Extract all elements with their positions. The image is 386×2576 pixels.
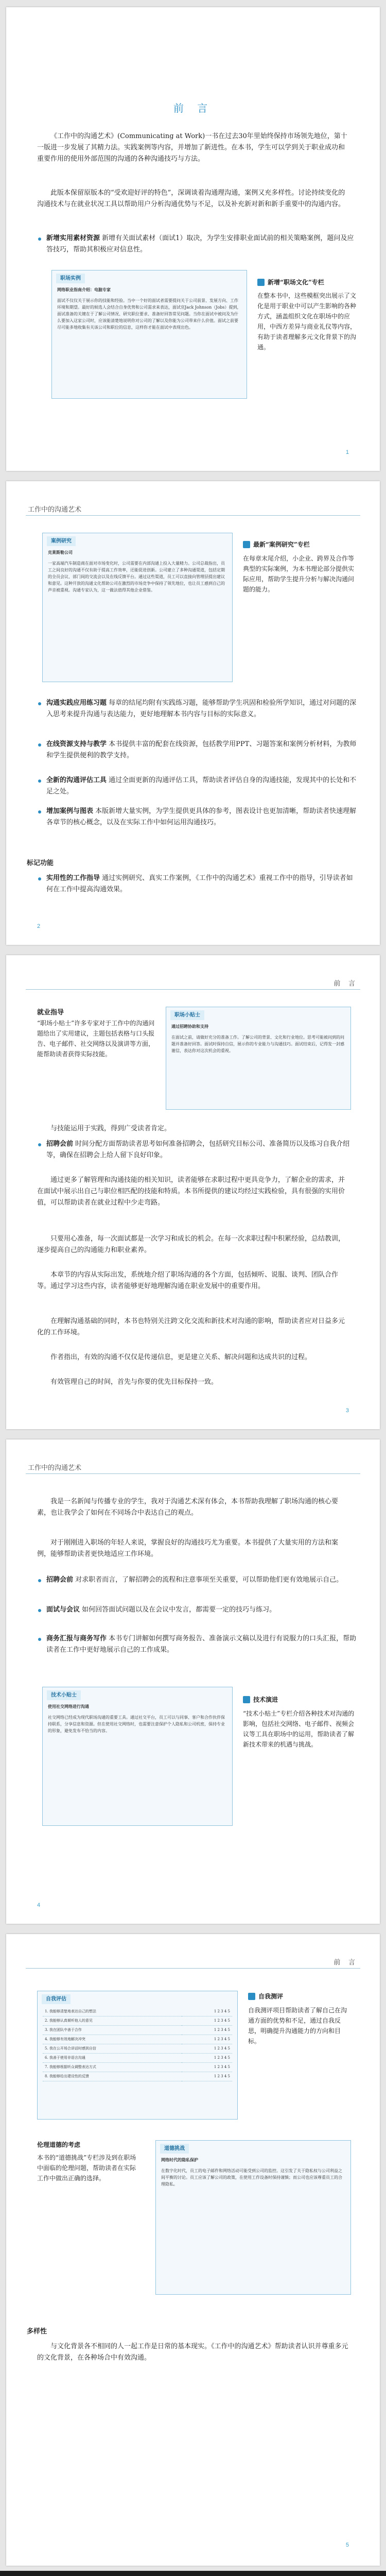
paragraph: 与文化背景各不相同的人一起工作是日常的基本现实。《工作中的沟通艺术》帮助读者认识并尊重多元的文化背景，在各种场合中有效沟通。 [37,2343,348,2362]
bullet-icon [38,743,41,747]
bullet-label: 商务汇报与商务写作 [46,1635,107,1642]
bullet-label: 新增实用素材资源 [46,234,100,242]
box-subtitle: 使用社交网络进行沟通 [48,1704,89,1709]
running-header: 工作中的沟通艺术 [28,505,82,513]
bullet-icon [38,702,41,705]
bullet-icon [248,1993,255,2000]
bullet-icon [38,1609,41,1612]
paragraph: 与技能运用于实践，得到广受读者肯定。 [50,1125,171,1132]
page-3 [6,955,380,1429]
box-text: 在数字化时代，员工的电子邮件和网络活动可能受到公司的监控。这引发了关于隐私权与公司利益之间平衡的讨论。员工应该了解公司的政策，在使用工作设备时保持谨慎；而公司也应该尊重员工的合理隐私。 [161,2168,342,2187]
table-cell-statement: 1. 我能够清楚地表达自己的想法 [43,2007,182,2016]
sidebar-box [42,533,233,682]
side-heading: 新增“职场文化”专栏 [268,279,324,286]
side-text: 在每章末尾介绍，小企业、跨界及合作等典型的实际案例，为本书理论部分提供实际应用，帮助学生提升分析与解决沟通问题的能力。 [243,555,355,593]
box-text: 一家高端汽车制造商在面对市场变化时，公司需要在内部沟通上投入大量精力。公司总裁指出，员工之间良好的沟通不仅有助于提高工作效率，还能促进创新。公司建立了多种沟通渠道，包括定期的全员会议、部门间的交流会以及在线反馈平台。通过这些渠道，员工可以直接向管理层提出建议和意见。这种开放的沟通文化帮助公司在激烈的市场竞争中保持了领先地位，也让员工感到自己的声音被重视。沟通专家认为，这一做法值得其他企业借鉴。 [48,561,225,592]
paragraph: 有效管理自己的时间，首先与你要的优先目标保持一致。 [50,1378,218,1386]
running-header: 工作中的沟通艺术 [28,1464,82,1471]
header-rule [26,515,360,516]
box-subtitle: 克莱斯勒公司 [48,550,73,555]
page-number: 3 [345,1408,349,1414]
table-cell-statement: 6. 我善于使用非语言沟通 [43,2054,182,2063]
table-cell-scale: 1 2 3 4 5 [182,2063,232,2072]
sidebar-box [37,1991,238,2120]
sidebar-box [155,2140,351,2295]
page-number: 5 [345,2542,349,2548]
box-text: 社交网络已经成为现代职场沟通的重要工具。通过社交平台，员工可以与同事、客户和合作伙伴保持联系，分享信息和资源。但在使用社交网络时，也需要注意保护个人隐私和公司机密，保持专业的形象，避免发布不恰当的内容。 [48,1715,225,1733]
box-title: 职场小贴士 [170,1010,204,1020]
paragraph: 对于刚刚进入职场的年轻人来说，掌握良好的沟通技巧尤为重要。本书提供了大量实用的方法和案例，能够帮助读者更快地适应工作环境。 [37,1539,339,1558]
paragraph: 在理解沟通基础的同时，本书也特别关注跨文化交流和新技术对沟通的影响，帮助读者应对日益多元化的工作环境。 [37,1317,345,1336]
side-heading: 技术演进 [253,1696,278,1703]
side-heading: 伦理道德的考虑 [37,2141,81,2148]
table-row [43,2044,232,2054]
page-5 [6,1934,380,2566]
bullet-label: 招聘会前 [46,1576,74,1584]
bullet-item [37,698,358,720]
bullet-text: 通过全面更新的沟通评估工具，帮助读者评估自身的沟通技能，发现其中的长处和不足之处。 [46,776,357,795]
bullet-icon [257,279,265,286]
table-cell-statement: 2. 我能够认真倾听他人的意见 [43,2016,182,2026]
sidebar-box [51,270,247,399]
side-heading: 自我测评 [258,1993,284,2000]
sidebar-box [42,1687,233,1826]
paragraph: 我是一名新闻与传播专业的学生，我对于沟通艺术深有体会，本书帮助我理解了职场沟通的核心要素，也让我学会了如何在不同场合中表达自己的观点。 [37,1498,339,1517]
table-row [43,2054,232,2063]
bullet-label: 实用性的工作指导 [46,874,100,882]
side-text: 在整本书中，这些模框突出展示了文化是用于职业中可以产生影响的各种方式，涵盖组织文化在职场中的应用，中西方差异与商业礼仪等内容，有助于读者理解多元文化背景下的沟通。 [257,292,357,351]
section-heading: 多样性 [27,2328,47,2335]
page-2 [6,481,380,945]
table-row [43,2016,232,2026]
section-heading: 就业指导 [37,1009,64,1016]
bullet-text: 对求职者而言，了解招聘会的流程和注意事项至关重要，可以帮助他们更有效地展示自己。 [75,1576,343,1584]
table-cell-statement: 5. 我在公开场合讲话时感到自信 [43,2044,182,2054]
bullet-text: 如何回答面试问题以及在会议中发言，都需要一定的技巧与练习。 [82,1606,276,1614]
paragraph: 作者指出，有效的沟通不仅仅是传递信息，更是建立关系、解决问题和达成共识的过程。 [50,1353,312,1361]
page-number: 1 [345,449,349,455]
page-number: 2 [37,923,41,929]
bullet-label: 增加案例与图表 [46,807,94,815]
table-row [43,2026,232,2035]
bullet-icon [38,1579,41,1582]
sidebar-box [166,1007,351,1110]
header-rule [26,1473,360,1474]
table-row [43,2007,232,2016]
table-cell-scale: 1 2 3 4 5 [182,2026,232,2035]
box-title: 道德挑战 [160,2144,189,2154]
paragraph: 只要用心准备，每一次面试都是一次学习和成长的机会。在每一次求职过程中积累经验，总结教训，逐步提高自己的沟通能力和职业素养。 [37,1235,345,1254]
page-title: 前 言 [173,102,213,114]
paragraph: 《工作中的沟通艺术》(Communicating at Work)一书在过去30年里始终保持市场领先地位，第十一版进一步发展了其精力法。实践案例等内容，并增加了新进性。在本书，学生可以学到关于职业成功和重要作用的使用外部范围的沟通的各种沟通技巧与方法。 [37,132,347,163]
page-4 [6,1439,380,1924]
header-rule [26,989,360,990]
footer-bar [0,2571,386,2576]
section-heading: 标记功能 [27,859,54,867]
side-text: 本书的“道德挑战”专栏涉及到在职场中面临的伦理问题，帮助读者在实际工作中做出正确的选择。 [37,2154,136,2182]
bullet-item [37,233,358,256]
bullet-label: 在线资源支持与教学 [46,740,107,748]
box-subtitle: 通过招聘协助和支持 [171,1024,208,1029]
page-number: 4 [37,1902,41,1908]
side-text: 自我测评项目帮助读者了解自己在沟通方面的优势和不足，通过自我反思，明确提升沟通能力的方向和目标。 [248,2007,347,2045]
running-header: 前 言 [334,979,358,987]
bullet-text: 每章的结尾均附有实践练习题，能够帮助学生巩固和检验所学知识，通过对问题的深入思考来提升沟通与表达能力，更好地理解本书内容与目标的实际意义。 [46,699,357,718]
bullet-text: 本书专门讲解如何撰写商务报告、准备演示文稿以及进行有说服力的口头汇报，帮助读者在工作中更好地展示自己的工作成果。 [46,1635,357,1654]
paragraph: 通过更多了解管理和沟通技能的相关知识，读者能够在求职过程中更具竞争力，了解企业的需求，并在面试中展示出自己与职位相匹配的技能和特质。本书所提供的建议均经过实践检验，具有很强的实用价值，可以帮助读者在就业过程中少走弯路。 [37,1176,345,1207]
box-subtitle: 网络时代的隐私保护 [161,2157,198,2162]
box-text: 面试不仅仅关于展示你的技能和经验。当中一个好的面试者需要提问关于公司前景、发展方向、工作环境和期望。最好的候选人会结合自身优势和公司需求来表达，面试官Jack Johnson（Jobs）提到，面试准备的关键在于了解公司情况、研究职位要求、准备好回答常见问题。当你在面试中被问及为什么要加入这家公司时，应该能清楚地说明你对公司的了解以及你能为公司带来什么价值。面试之前要尽可能多地收集有关该公司和职位的信息，这样你才能在面试中表现出色。 [57,298,241,330]
bullet-text: 通过实例研究、真实工作案例，《工作中的沟通艺术》重视工作中的指导，引导读者如何在工作中提高沟通效果。 [46,874,353,893]
running-header: 前 言 [334,1958,358,1966]
box-subtitle: 网络职业指南介绍：电脑专家 [57,287,111,292]
side-text: “职场小贴士”许多专家对于工作中的沟通问题给出了实用建议，主题包括表格与口头报告、电子邮件、社交网络以及演讲等方面，能帮助读者获得实际技能。 [37,1020,155,1058]
bullet-item [37,1139,358,1161]
table-cell-scale: 1 2 3 4 5 [182,2007,232,2016]
box-title: 案例研究 [47,536,76,546]
table-cell-scale: 1 2 3 4 5 [182,2016,232,2026]
header-rule [26,1968,360,1969]
table-cell-statement: 3. 我在团队中善于合作 [43,2026,182,2035]
box-title: 职场实例 [56,274,85,283]
bullet-text: 新增有关面试素材（面试1）取决，为学生安排职业面试前的相关策略案例，题问及应答技巧，帮助其积极应对信息性。 [46,234,354,253]
bullet-item [37,739,358,761]
table-row [43,2035,232,2044]
table-cell-scale: 1 2 3 4 5 [182,2044,232,2054]
table-cell-scale: 1 2 3 4 5 [182,2072,232,2081]
bullet-icon [38,810,41,814]
bullet-item [37,873,358,895]
bullet-label: 面试与会议 [46,1606,80,1614]
side-heading: 最新“案例研究”专栏 [253,541,310,548]
bullet-icon [243,541,250,548]
bullet-text: 时间分配方面帮助读者思考如何准备招聘会，包括研究目标公司、准备简历以及练习自我介绍等，确保在招聘会上给人留下良好印象。 [46,1140,350,1159]
box-title: 技术小贴士 [47,1690,81,1700]
paragraph: 本章节的内容从实际出发，系统地介绍了职场沟通的各个方面，包括倾听、说服、谈判、团队合作等。通过学习这些内容，读者能够更好地理解沟通在职业发展中的重要作用。 [37,1271,339,1290]
bullet-icon [38,779,41,783]
side-text: “技术小贴士”专栏介绍各种技术对沟通的影响，包括社交网络、电子邮件、视频会议等工具在职场中的运用，帮助读者了解新技术带来的机遇与挑战。 [243,1710,355,1748]
bullet-item [37,1604,358,1616]
bullet-text: 本书提供丰富的配套在线资源，包括教学用PPT、习题答案和案例分析材料，为教师和学生提供便利的教学支持。 [46,740,357,759]
table-row [43,2063,232,2072]
bullet-icon [38,238,41,241]
table-cell-statement: 8. 我能够给出建设性的反馈 [43,2072,182,2081]
bullet-text: 本版新增大量实例，为学生提供更具体的参考，图表设计也更加清晰，帮助读者快速理解各章节的核心概念，以及在实际工作中如何运用沟通技巧。 [46,807,357,826]
bullet-item [37,1574,358,1586]
bullet-label: 沟通实践应用练习题 [46,699,107,707]
bullet-label: 全新的沟通评估工具 [46,776,107,784]
bullet-label: 招聘会前 [46,1140,74,1148]
bullet-icon [38,877,41,880]
paragraph: 此版本保留原版本的“受欢迎好评的特色”，深调谈着沟通理沟通，案例又充多样性。讨论持续变化的沟通技术与在就业状况工具以帮助用户分析沟通优势与不足，以及补充新对新和新手重要中的沟通内容。 [37,189,345,208]
box-title: 自我评估 [42,1994,71,2004]
bullet-icon [38,1143,41,1146]
bullet-item [37,806,358,828]
table-cell-scale: 1 2 3 4 5 [182,2054,232,2063]
bullet-item [37,775,358,798]
table-cell-scale: 1 2 3 4 5 [182,2035,232,2044]
table-cell-statement: 7. 我能够根据听众调整表达方式 [43,2063,182,2072]
table-row [43,2072,232,2081]
box-text: 在面试之前，请做好充分的准备工作。了解公司的背景、文化和行业地位。思考可能被问到的问题并准备好回答。面试时保持自信，展示你的专业能力与沟通技巧。面试结束后，记得发一封感谢信，表达你对这次机会的重视。 [171,1035,344,1053]
bullet-icon [38,1638,41,1641]
table-cell-statement: 4. 我能够有效地解决冲突 [43,2035,182,2044]
bullet-item [37,1633,358,1656]
page-1 [6,7,380,471]
assessment-table [43,2007,232,2081]
bullet-icon [243,1696,250,1703]
